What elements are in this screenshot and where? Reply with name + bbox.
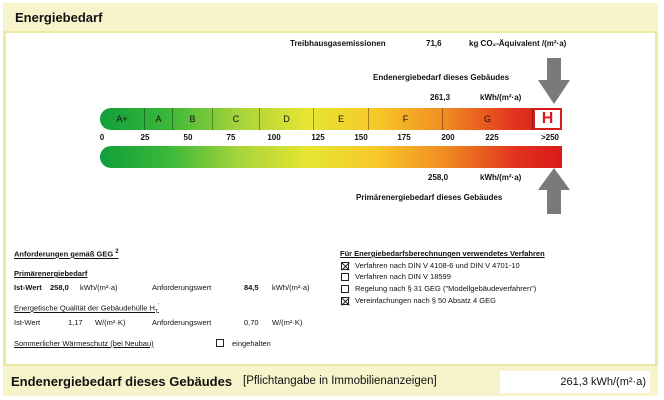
primary-requirements-title: Primärenergiebedarf [14,269,88,278]
emissions-unit: kg CO₂-Äquivalent /(m²·a) [469,39,567,48]
procedure-checkbox [341,273,349,281]
primary-energy-value: 258,0 [428,173,449,182]
end-energy-value: 261,3 [430,93,451,102]
scale-tick: 0 [99,133,105,142]
envelope-requirement-value: 0,70 [244,318,259,327]
scale-tick: >250 [540,133,560,142]
scale-tick: 225 [485,133,499,142]
procedures-heading: Für Energiebedarfsberechnungen verwendetes Verfahren [340,249,545,258]
scale-tick: 150 [354,133,368,142]
end-energy-label: Endenergiebedarf dieses Gebäudes [373,73,510,82]
ist-label: Ist-Wert [14,283,42,292]
scale-tick: 25 [140,133,150,142]
scale-tick: 50 [183,133,193,142]
end-energy-arrow-icon [538,58,570,106]
class-segment: A+ [100,108,145,130]
energy-gradient-bar [100,146,562,168]
emissions-label: Treibhausgasemissionen [290,39,386,48]
summer-protection-status: eingehalten [232,339,271,348]
class-segment: C [213,108,260,130]
scale-tick: 200 [441,133,455,142]
primary-energy-label: Primärenergiebedarf dieses Gebäudes [356,193,503,202]
footer-value-box [500,371,650,393]
scale-tick: 175 [397,133,411,142]
footer-value: 261,3 kWh/(m²·a) [560,376,646,388]
ist-value: 258,0 [50,283,69,292]
requirement-value: 84,5 [244,283,259,292]
envelope-requirement-label: Anforderungswert [152,318,212,327]
envelope-title: Energetische Qualität der Gebäudehülle $H_T'$ [14,303,159,315]
scale-tick: 100 [267,133,281,142]
summer-protection-label: Sommerlicher Wärmeschutz (bei Neubau) [14,339,154,348]
procedure-label: Regelung nach § 31 GEG ("Modellgebäudeverfahren") [355,284,537,293]
envelope-ist-label: Ist-Wert [14,318,41,327]
end-energy-unit: kWh/(m²·a) [480,93,522,102]
primary-energy-arrow-icon [538,168,570,216]
procedure-label: Vereinfachungen nach § 50 Absatz 4 GEG [355,296,496,305]
summer-protection-checkbox [216,339,224,347]
scale-tick: 75 [226,133,236,142]
class-segment: D [260,108,314,130]
section-title: Energiebedarf [15,10,103,25]
envelope-ist-unit: W/(m²·K) [95,318,126,327]
procedure-label: Verfahren nach DIN V 4108-6 und DIN V 4701-10 [355,261,520,270]
envelope-requirement-unit: W/(m²·K) [272,318,303,327]
class-segment: B [173,108,213,130]
footer-title: Endenergiebedarf dieses Gebäudes [11,374,233,389]
requirement-label: Anforderungswert [152,283,212,292]
procedure-label: Verfahren nach DIN V 18599 [355,272,451,281]
requirements-heading: Anforderungen gemäß GEG $^2$ [14,249,119,259]
requirement-unit: kWh/(m²·a) [272,283,310,292]
scale-tick: 125 [311,133,325,142]
footer-summary [3,364,658,396]
primary-energy-unit: kWh/(m²·a) [480,173,522,182]
ist-unit: kWh/(m²·a) [80,283,118,292]
procedure-checkbox [341,285,349,293]
footer-note: [Pflichtangabe in Immobilienanzeigen] [243,375,437,387]
procedure-checkbox [341,262,349,270]
class-segment: G [443,108,533,130]
envelope-ist-value: 1,17 [68,318,83,327]
class-segment: E [314,108,369,130]
class-segment: F [369,108,443,130]
class-segment: A [145,108,173,130]
energy-class-scale [100,108,562,130]
section-header [3,3,658,33]
current-class-highlight: H [533,108,562,130]
emissions-value: 71,6 [426,39,442,48]
procedure-checkbox [341,297,349,305]
